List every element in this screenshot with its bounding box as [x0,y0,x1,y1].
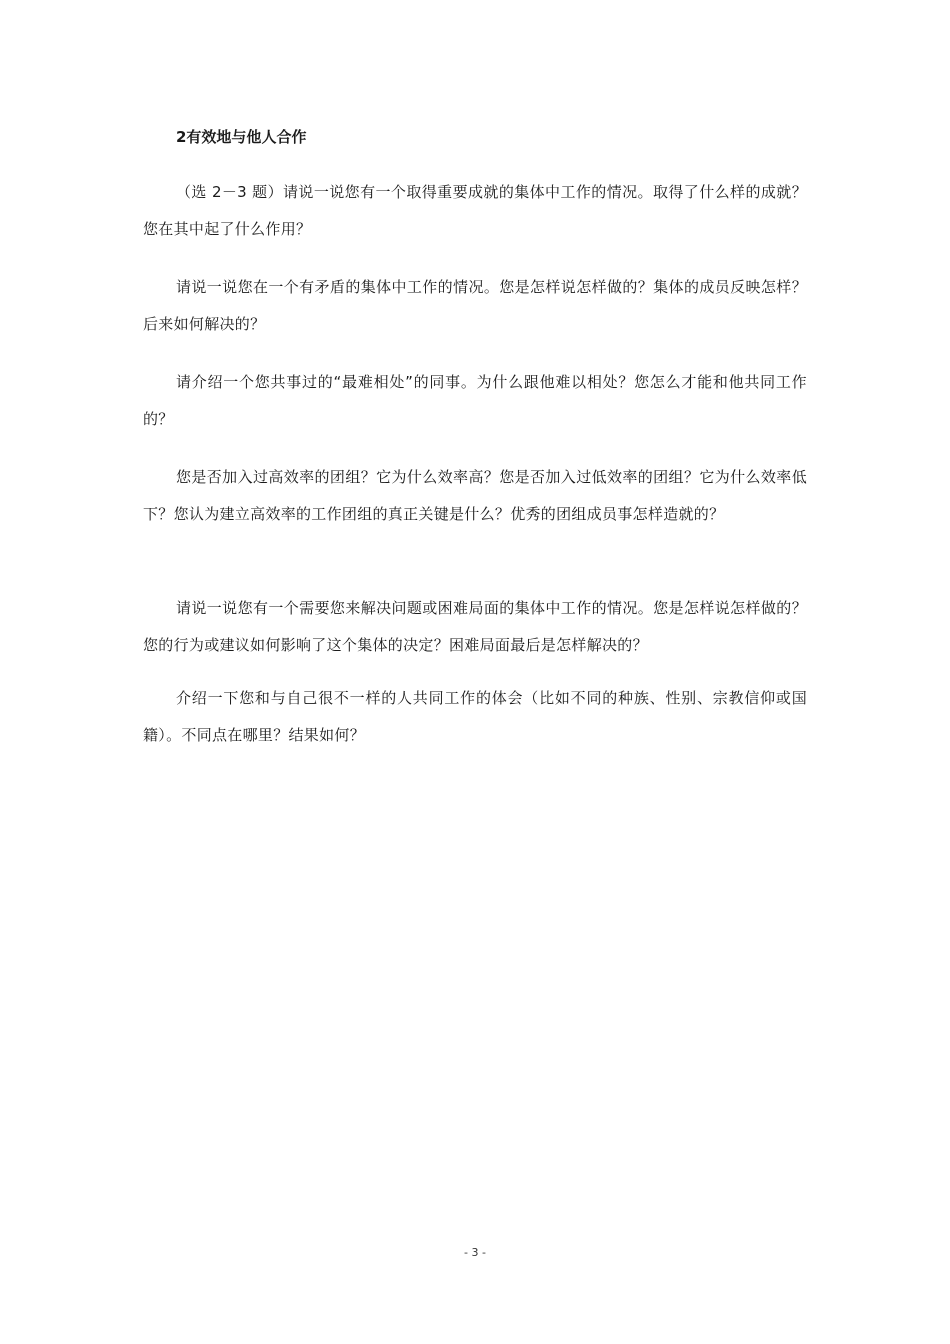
question-paragraph-3: 请介绍一个您共事过的“最难相处”的同事。为什么跟他难以相处？您怎么才能和他共同工作的？ [143,373,807,428]
question-paragraph-2: 请说一说您在一个有矛盾的集体中工作的情况。您是怎样说怎样做的？集体的成员反映怎样？后来如何解决的？ [143,278,807,333]
section-heading: 2有效地与他人合作 [176,128,307,146]
question-paragraph-6: 介绍一下您和与自己很不一样的人共同工作的体会（比如不同的种族、性别、宗教信仰或国籍）。不同点在哪里？结果如何？ [143,689,807,744]
question-paragraph-5: 请说一说您有一个需要您来解决问题或困难局面的集体中工作的情况。您是怎样说怎样做的？您的行为或建议如何影响了这个集体的决定？困难局面最后是怎样解决的？ [143,599,807,654]
question-paragraph-1: （选 2－3 题）请说一说您有一个取得重要成就的集体中工作的情况。取得了什么样的成就？您在其中起了什么作用？ [143,183,807,238]
question-paragraph-4: 您是否加入过高效率的团组？它为什么效率高？您是否加入过低效率的团组？它为什么效率低下？您认为建立高效率的工作团组的真正关键是什么？优秀的团组成员事怎样造就的？ [143,468,807,523]
page-number: - 3 - [464,1246,486,1259]
